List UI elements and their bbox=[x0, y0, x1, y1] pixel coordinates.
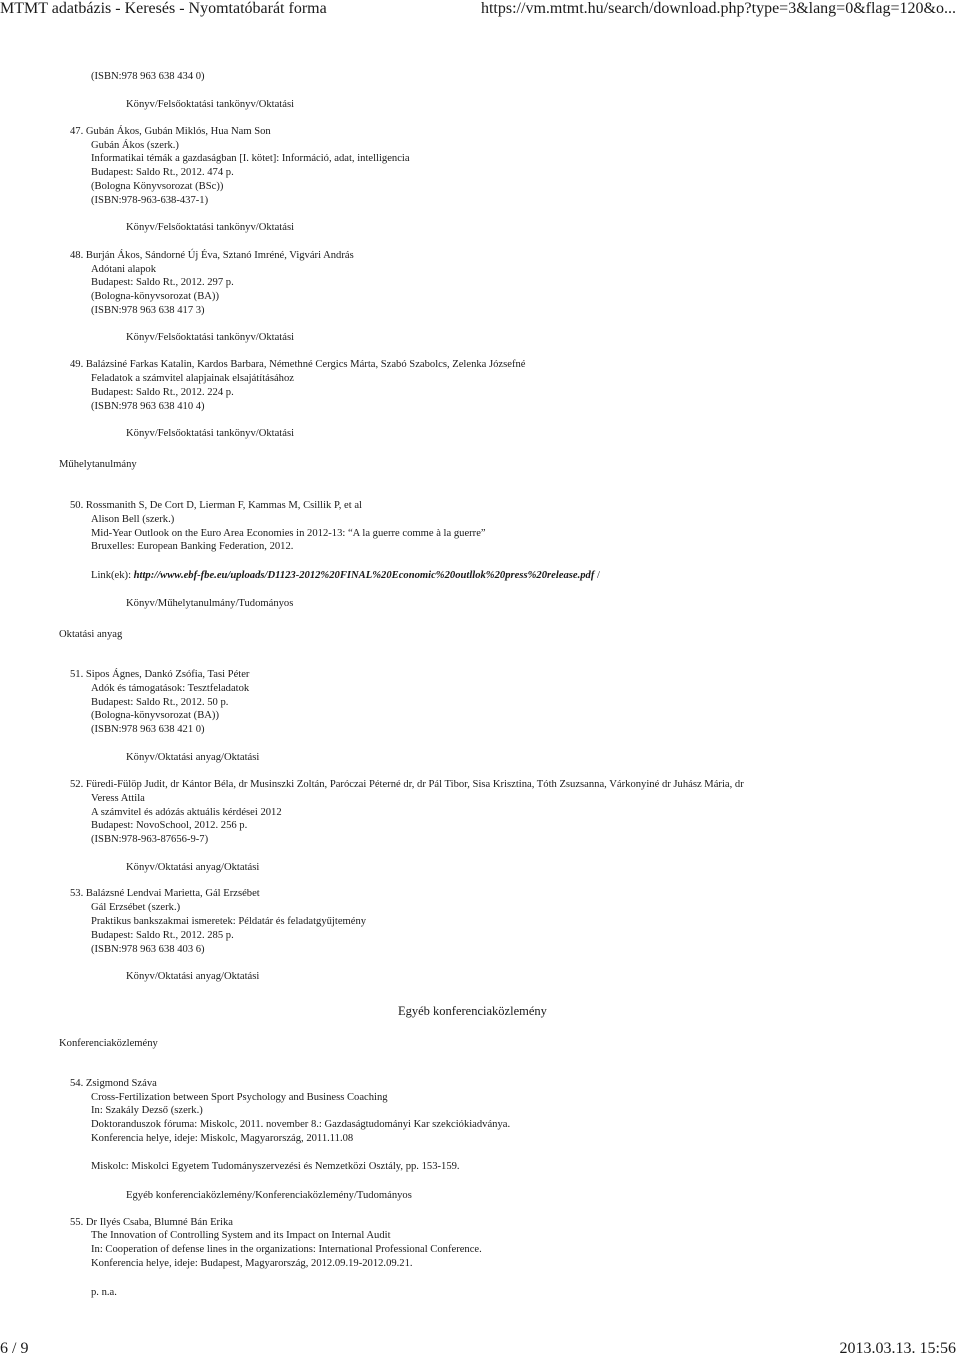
entry-number: 47. bbox=[70, 126, 84, 137]
entry-title: A számvitel és adózás aktuális kérdései 2012 bbox=[91, 807, 282, 818]
entry-publisher: Budapest: Saldo Rt., 2012. 50 p. bbox=[91, 697, 229, 708]
prev-entry-category: Könyv/Felsőoktatási tankönyv/Oktatási bbox=[126, 99, 295, 110]
entry-title: The Innovation of Controlling System and its Impact on Internal Audit bbox=[91, 1230, 391, 1241]
entry-authors: Gubán Ákos, Gubán Miklós, Hua Nam Son bbox=[85, 126, 271, 137]
entry-51-line-authors bbox=[70, 668, 249, 681]
entry-title: Informatikai témák a gazdaságban [I. kötet]: Információ, adat, intelligencia bbox=[91, 153, 410, 164]
entry-title: Adók és támogatások: Tesztfeladatok bbox=[91, 683, 250, 694]
entry-title: Cross-Fertilization between Sport Psychology and Business Coaching bbox=[91, 1092, 388, 1103]
entry-in: In: Szakály Dezső (szerk.) bbox=[91, 1105, 203, 1116]
entry-series: (Bologna Könyvsorozat (BSc)) bbox=[91, 181, 224, 192]
entry-number: 49. bbox=[70, 359, 84, 370]
entry-link-suffix: / bbox=[594, 570, 600, 581]
entry-number: 51. bbox=[70, 669, 84, 680]
page-header-title: MTMT adatbázis - Keresés - Nyomtatóbarát forma bbox=[0, 0, 327, 17]
entry-conference: Konferencia helye, ideje: Budapest, Magyarország, 2012.09.19-2012.09.21. bbox=[91, 1258, 413, 1269]
entry-authors: Balázsné Lendvai Marietta, Gál Erzsébet bbox=[85, 888, 260, 899]
section-heading-oktatasi-anyag: Oktatási anyag bbox=[59, 629, 123, 640]
entry-number: 52. bbox=[70, 779, 84, 790]
page-footer-page-number: 6 / 9 bbox=[0, 1340, 29, 1357]
entry-number: 53. bbox=[70, 888, 84, 899]
entry-53-line-authors bbox=[70, 887, 260, 900]
page-header-url: https://vm.mtmt.hu/search/download.php?type=3&lang=0&flag=120&o... bbox=[480, 0, 956, 17]
entry-category: Könyv/Felsőoktatási tankönyv/Oktatási bbox=[126, 332, 295, 343]
entry-link-line bbox=[91, 569, 600, 582]
entry-47-line-authors bbox=[70, 125, 271, 138]
entry-title: Adótani alapok bbox=[91, 264, 157, 275]
entry-category: Könyv/Oktatási anyag/Oktatási bbox=[126, 971, 260, 982]
entry-54-line-authors bbox=[70, 1077, 157, 1090]
entry-editor: Gubán Ákos (szerk.) bbox=[91, 140, 179, 151]
entry-55-line-authors bbox=[70, 1216, 233, 1229]
entry-title: Mid-Year Outlook on the Euro Area Economies in 2012-13: “A la guerre comme à la guerre” bbox=[91, 528, 486, 539]
entry-number: 54. bbox=[70, 1078, 84, 1089]
entry-conference: Konferencia helye, ideje: Miskolc, Magyarország, 2011.11.08 bbox=[91, 1133, 354, 1144]
entry-isbn: (ISBN:978 963 638 417 3) bbox=[91, 305, 205, 316]
entry-category: Könyv/Felsőoktatási tankönyv/Oktatási bbox=[126, 428, 295, 439]
entry-49-line-authors bbox=[70, 358, 526, 371]
entry-authors: Balázsiné Farkas Katalin, Kardos Barbara, Némethné Cergics Márta, Szabó Szabolcs, Zelenka Józsefné bbox=[85, 359, 526, 370]
entry-isbn: (ISBN:978 963 638 421 0) bbox=[91, 724, 205, 735]
entry-category: Könyv/Műhelytanulmány/Tudományos bbox=[126, 598, 294, 609]
entry-series: (Bologna-könyvsorozat (BA)) bbox=[91, 291, 219, 302]
entry-forum: Doktoranduszok fóruma: Miskolc, 2011. november 8.: Gazdaságtudományi Kar szekciókiadványa. bbox=[91, 1119, 511, 1130]
entry-authors: Dr Ilyés Csaba, Blumné Bán Erika bbox=[85, 1217, 234, 1228]
section-heading-egyeb-konferenciakozlemeny: Egyéb konferenciaközlemény bbox=[398, 1004, 547, 1018]
entry-publisher: Budapest: Saldo Rt., 2012. 224 p. bbox=[91, 387, 234, 398]
entry-link[interactable]: http://www.ebf-fbe.eu/uploads/D1123-2012%20FINAL%20Economic%20outllok%20press%20release.pdf bbox=[133, 570, 595, 581]
section-heading-muhelytanulmany: Műhelytanulmány bbox=[59, 459, 137, 470]
entry-isbn: (ISBN:978 963 638 410 4) bbox=[91, 401, 205, 412]
prev-entry-isbn: (ISBN:978 963 638 434 0) bbox=[91, 71, 205, 82]
entry-52-line-authors bbox=[70, 778, 744, 791]
entry-authors: Rossmanith S, De Cort D, Lierman F, Kammas M, Csillik P, et al bbox=[85, 500, 362, 511]
entry-in: In: Cooperation of defense lines in the organizations: International Professional Conference. bbox=[91, 1244, 482, 1255]
entry-editor: Alison Bell (szerk.) bbox=[91, 514, 175, 525]
entry-number: 55. bbox=[70, 1217, 84, 1228]
entry-category: Könyv/Oktatási anyag/Oktatási bbox=[126, 752, 260, 763]
entry-authors: Sipos Ágnes, Dankó Zsófia, Tasi Péter bbox=[85, 669, 250, 680]
entry-series: (Bologna-könyvsorozat (BA)) bbox=[91, 710, 219, 721]
entry-publisher: Budapest: NovoSchool, 2012. 256 p. bbox=[91, 820, 248, 831]
entry-isbn: (ISBN:978 963 638 403 6) bbox=[91, 944, 205, 955]
entry-link-label: Link(ek): bbox=[91, 570, 134, 581]
entry-authors-continued: Veress Attila bbox=[91, 793, 145, 804]
entry-authors: Burján Ákos, Sándorné Új Éva, Sztanó Imréné, Vigvári András bbox=[85, 250, 354, 261]
entry-48-line-authors bbox=[70, 249, 354, 262]
entry-category: Egyéb konferenciaközlemény/Konferenciaközlemény/Tudományos bbox=[126, 1190, 412, 1201]
entry-publisher: Bruxelles: European Banking Federation, 2012. bbox=[91, 541, 294, 552]
entry-title: Praktikus bankszakmai ismeretek: Példatár és feladatgyűjtemény bbox=[91, 916, 367, 927]
entry-category: Könyv/Oktatási anyag/Oktatási bbox=[126, 862, 260, 873]
page-footer-datetime: 2013.03.13. 15:56 bbox=[839, 1340, 956, 1357]
entry-number: 48. bbox=[70, 250, 84, 261]
entry-title: Feladatok a számvitel alapjainak elsajátításához bbox=[91, 373, 294, 384]
entry-authors: Zsigmond Száva bbox=[85, 1078, 157, 1089]
entry-publisher: Budapest: Saldo Rt., 2012. 474 p. bbox=[91, 167, 234, 178]
entry-pages: p. n.a. bbox=[91, 1287, 117, 1298]
entry-isbn: (ISBN:978-963-87656-9-7) bbox=[91, 834, 209, 845]
entry-editor: Gál Erzsébet (szerk.) bbox=[91, 902, 181, 913]
entry-authors: Füredi-Fülöp Judit, dr Kántor Béla, dr Musinszki Zoltán, Paróczai Péterné dr, dr Pál Tibor, Sisa Krisztina, Tóth Zsuzsanna, Várkonyiné dr Juhász Mária, dr bbox=[85, 779, 744, 790]
entry-isbn: (ISBN:978-963-638-437-1) bbox=[91, 195, 209, 206]
subsection-heading-konferenciakozlemeny: Konferenciaközlemény bbox=[59, 1038, 158, 1049]
entry-publisher: Budapest: Saldo Rt., 2012. 297 p. bbox=[91, 277, 234, 288]
entry-publisher: Miskolc: Miskolci Egyetem Tudományszervezési és Nemzetközi Osztály, pp. 153-159. bbox=[91, 1161, 460, 1172]
entry-number: 50. bbox=[70, 500, 84, 511]
entry-category: Könyv/Felsőoktatási tankönyv/Oktatási bbox=[126, 222, 295, 233]
entry-50-line-authors bbox=[70, 499, 362, 512]
entry-publisher: Budapest: Saldo Rt., 2012. 285 p. bbox=[91, 930, 234, 941]
